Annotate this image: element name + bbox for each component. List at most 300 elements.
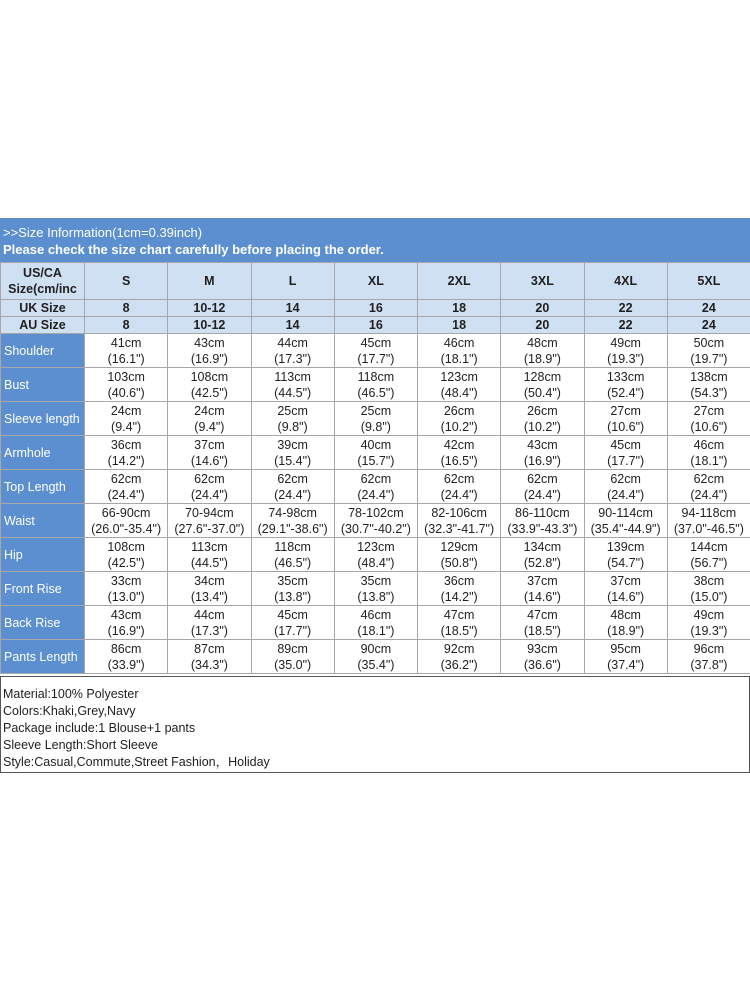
cm-value: 27cm xyxy=(693,403,725,418)
measurement-row xyxy=(1,640,750,674)
measurement-cell xyxy=(501,538,584,572)
measurement-row xyxy=(1,402,750,436)
inch-value: (35.4") xyxy=(357,657,395,672)
cm-value: 144cm xyxy=(690,539,728,554)
size-cell: S xyxy=(85,263,168,300)
measurement-label: Armhole xyxy=(1,436,85,470)
measurement-label: Top Length xyxy=(1,470,85,504)
measurement-cell xyxy=(251,368,334,402)
inch-value: (56.7") xyxy=(690,555,728,570)
inch-value: (17.7") xyxy=(357,351,395,366)
measurement-cell xyxy=(334,504,417,538)
inch-value: (17.3") xyxy=(190,623,228,638)
size-table-body xyxy=(1,263,750,674)
inch-value: (13.8") xyxy=(357,589,395,604)
note-style: Style:Casual,Commute,Street Fashion，Holiday xyxy=(3,755,270,769)
inch-value: (10.2") xyxy=(523,419,561,434)
cm-value: 36cm xyxy=(443,573,475,588)
measurement-cell xyxy=(584,572,667,606)
inch-value: (52.8") xyxy=(523,555,561,570)
measurement-cell xyxy=(418,572,501,606)
measurement-cell xyxy=(334,470,417,504)
measurement-cell xyxy=(501,402,584,436)
measurement-row xyxy=(1,504,750,538)
cm-value: 128cm xyxy=(523,369,562,384)
measurement-row xyxy=(1,538,750,572)
inch-value: (17.7") xyxy=(274,623,312,638)
inch-value: (46.5") xyxy=(274,555,312,570)
measurement-cell xyxy=(85,572,168,606)
cm-value: 62cm xyxy=(110,471,142,486)
inch-value: (24.4") xyxy=(523,487,561,502)
measurement-label: Waist xyxy=(1,504,85,538)
size-table xyxy=(0,262,750,674)
measurement-cell xyxy=(667,504,750,538)
inch-value: (16.9") xyxy=(107,623,145,638)
cm-value: 40cm xyxy=(360,437,392,452)
inch-value: (19.3") xyxy=(607,351,645,366)
cm-value: 37cm xyxy=(194,437,225,452)
cm-value: 113cm xyxy=(191,539,228,554)
cm-value: 139cm xyxy=(606,539,645,554)
inch-value: (33.9") xyxy=(107,657,145,672)
inch-value: (40.6") xyxy=(107,385,145,400)
cm-value: 123cm xyxy=(357,539,395,554)
measurement-cell xyxy=(418,504,501,538)
cm-value: 48cm xyxy=(610,607,641,622)
measurement-cell xyxy=(251,640,334,674)
inch-value: (10.6") xyxy=(690,419,728,434)
cm-value: 24cm xyxy=(110,403,142,418)
measurement-cell xyxy=(85,368,168,402)
measurement-cell xyxy=(168,436,251,470)
cm-value: 49cm xyxy=(610,335,641,350)
size-cell: 14 xyxy=(251,300,334,317)
cm-value: 33cm xyxy=(110,573,142,588)
inch-value: (18.1") xyxy=(440,351,478,366)
measurement-cell xyxy=(85,402,168,436)
size-cell: 16 xyxy=(334,317,417,334)
measurement-cell xyxy=(334,436,417,470)
size-cell: 3XL xyxy=(501,263,584,300)
cm-value: 50cm xyxy=(693,335,725,350)
cm-value: 62cm xyxy=(360,471,392,486)
inch-value: (16.9") xyxy=(190,351,228,366)
measurement-cell xyxy=(667,572,750,606)
cm-value: 41cm xyxy=(110,335,142,350)
cm-value: 134cm xyxy=(523,539,562,554)
inch-value: (10.2") xyxy=(440,419,478,434)
size-cell: L xyxy=(251,263,334,300)
measurement-label: Pants Length xyxy=(1,640,85,674)
inch-value: (36.6") xyxy=(523,657,561,672)
measurement-cell xyxy=(168,538,251,572)
cm-value: 70-94cm xyxy=(185,505,234,520)
inch-value: (35.0") xyxy=(274,657,312,672)
cm-value: 27cm xyxy=(610,403,641,418)
size-cell: M xyxy=(168,263,251,300)
measurement-cell xyxy=(168,334,251,368)
size-system-label: UK Size xyxy=(1,300,85,317)
product-notes xyxy=(0,676,750,773)
inch-value: (44.5") xyxy=(274,385,312,400)
measurement-cell xyxy=(418,436,501,470)
cm-value: 103cm xyxy=(107,369,145,384)
size-cell: 18 xyxy=(418,300,501,317)
cm-value: 92cm xyxy=(443,641,475,656)
inch-value: (9.8") xyxy=(360,419,391,434)
cm-value: 45cm xyxy=(360,335,392,350)
cm-value: 45cm xyxy=(610,437,641,452)
cm-value: 25cm xyxy=(277,403,308,418)
measurement-cell xyxy=(168,572,251,606)
cm-value: 113cm xyxy=(274,369,311,384)
cm-value: 90-114cm xyxy=(598,505,653,520)
size-cell: 5XL xyxy=(667,263,750,300)
size-cell: 20 xyxy=(501,317,584,334)
measurement-cell xyxy=(584,606,667,640)
inch-value: (42.5") xyxy=(107,555,145,570)
cm-value: 47cm xyxy=(527,607,558,622)
note-package: Package include:1 Blouse+1 pants xyxy=(3,721,196,735)
cm-value: 89cm xyxy=(277,641,308,656)
inch-value: (54.3") xyxy=(690,385,728,400)
measurement-label: Back Rise xyxy=(1,606,85,640)
inch-value: (34.3") xyxy=(190,657,228,672)
inch-value: (13.4") xyxy=(190,589,228,604)
size-cell: 16 xyxy=(334,300,417,317)
measurement-cell xyxy=(334,572,417,606)
measurement-row xyxy=(1,436,750,470)
inch-value: (18.9") xyxy=(523,351,561,366)
measurement-cell xyxy=(584,538,667,572)
cm-value: 37cm xyxy=(527,573,558,588)
cm-value: 118cm xyxy=(357,369,395,384)
measurement-label: Bust xyxy=(1,368,85,402)
size-cell: 4XL xyxy=(584,263,667,300)
inch-value: (36.2") xyxy=(440,657,478,672)
inch-value: (15.4") xyxy=(274,453,312,468)
measurement-cell xyxy=(334,538,417,572)
inch-value: (14.2") xyxy=(440,589,478,604)
cm-value: 94-118cm xyxy=(681,505,737,520)
inch-value: (42.5") xyxy=(190,385,228,400)
cm-value: 46cm xyxy=(360,607,392,622)
inch-value: (9.4") xyxy=(194,419,225,434)
size-cell: 14 xyxy=(251,317,334,334)
us-ca-size-row xyxy=(1,263,750,300)
cm-value: 82-106cm xyxy=(431,505,487,520)
measurement-cell xyxy=(85,334,168,368)
size-cell: 24 xyxy=(667,300,750,317)
size-cell: 18 xyxy=(418,317,501,334)
size-cell: 2XL xyxy=(418,263,501,300)
measurement-cell xyxy=(501,470,584,504)
inch-value: (52.4") xyxy=(607,385,645,400)
measurement-cell xyxy=(667,640,750,674)
measurement-cell xyxy=(85,640,168,674)
measurement-cell xyxy=(334,368,417,402)
inch-value: (26.0"-35.4") xyxy=(91,521,162,536)
note-colors: Colors:Khaki,Grey,Navy xyxy=(3,704,136,718)
measurement-cell xyxy=(584,470,667,504)
size-cell: 10-12 xyxy=(168,317,251,334)
measurement-cell xyxy=(418,402,501,436)
measurement-cell xyxy=(584,640,667,674)
cm-value: 44cm xyxy=(194,607,225,622)
cm-value: 123cm xyxy=(440,369,478,384)
measurement-cell xyxy=(667,436,750,470)
inch-value: (15.7") xyxy=(357,453,395,468)
measurement-cell xyxy=(501,436,584,470)
measurement-cell xyxy=(85,504,168,538)
cm-value: 35cm xyxy=(360,573,392,588)
cm-value: 46cm xyxy=(693,437,725,452)
cm-value: 86-110cm xyxy=(515,505,570,520)
measurement-cell xyxy=(667,470,750,504)
measurement-cell xyxy=(501,572,584,606)
inch-value: (13.8") xyxy=(274,589,312,604)
uk-size-row xyxy=(1,300,750,317)
measurement-cell xyxy=(85,470,168,504)
cm-value: 96cm xyxy=(693,641,725,656)
inch-value: (37.0"-46.5") xyxy=(673,521,744,536)
measurement-cell xyxy=(667,368,750,402)
measurement-cell xyxy=(334,606,417,640)
measurement-cell xyxy=(667,402,750,436)
cm-value: 49cm xyxy=(693,607,725,622)
cm-value: 43cm xyxy=(527,437,558,452)
measurement-cell xyxy=(251,504,334,538)
inch-value: (44.5") xyxy=(190,555,228,570)
inch-value: (24.4") xyxy=(107,487,145,502)
measurement-cell xyxy=(334,402,417,436)
cm-value: 36cm xyxy=(110,437,142,452)
measurement-row xyxy=(1,470,750,504)
inch-value: (54.7") xyxy=(607,555,645,570)
measurement-cell xyxy=(251,470,334,504)
measurement-cell xyxy=(85,538,168,572)
banner-instruction-line: Please check the size chart carefully before placing the order. xyxy=(3,242,384,257)
cm-value: 133cm xyxy=(606,369,645,384)
inch-value: (29.1"-38.6") xyxy=(257,521,328,536)
note-material: Material:100% Polyester xyxy=(3,687,139,701)
inch-value: (10.6") xyxy=(607,419,645,434)
measurement-label: Sleeve length xyxy=(1,402,85,436)
inch-value: (14.6") xyxy=(607,589,645,604)
inch-value: (50.4") xyxy=(523,385,561,400)
inch-value: (16.9") xyxy=(523,453,561,468)
measurement-cell xyxy=(418,640,501,674)
measurement-cell xyxy=(584,334,667,368)
measurement-cell xyxy=(584,436,667,470)
measurement-cell xyxy=(501,640,584,674)
inch-value: (27.6"-37.0") xyxy=(174,521,245,536)
measurement-cell xyxy=(251,606,334,640)
cm-value: 62cm xyxy=(693,471,725,486)
measurement-cell xyxy=(251,572,334,606)
size-info-banner xyxy=(0,218,750,262)
cm-value: 62cm xyxy=(610,471,641,486)
measurement-label: Shoulder xyxy=(1,334,85,368)
inch-value: (18.9") xyxy=(607,623,645,638)
cm-value: 86cm xyxy=(110,641,142,656)
inch-value: (37.8") xyxy=(690,657,728,672)
cm-value: 37cm xyxy=(610,573,641,588)
cm-value: 95cm xyxy=(610,641,641,656)
size-cell: 24 xyxy=(667,317,750,334)
cm-value: 62cm xyxy=(527,471,558,486)
inch-value: (19.7") xyxy=(690,351,728,366)
inch-value: (24.4") xyxy=(690,487,728,502)
inch-value: (17.7") xyxy=(607,453,645,468)
cm-value: 26cm xyxy=(443,403,475,418)
inch-value: (13.0") xyxy=(107,589,145,604)
measurement-cell xyxy=(584,504,667,538)
measurement-cell xyxy=(251,538,334,572)
size-chart xyxy=(0,218,750,773)
cm-value: 129cm xyxy=(440,539,478,554)
size-system-label: AU Size xyxy=(1,317,85,334)
size-cell: XL xyxy=(334,263,417,300)
size-system-label: US/CA Size(cm/inc xyxy=(1,263,85,300)
measurement-cell xyxy=(667,538,750,572)
inch-value: (18.1") xyxy=(690,453,728,468)
cm-value: 43cm xyxy=(194,335,225,350)
measurement-row xyxy=(1,606,750,640)
cm-value: 26cm xyxy=(527,403,558,418)
measurement-cell xyxy=(251,402,334,436)
measurement-cell xyxy=(334,640,417,674)
cm-value: 43cm xyxy=(110,607,142,622)
measurement-cell xyxy=(85,606,168,640)
measurement-row xyxy=(1,368,750,402)
inch-value: (37.4") xyxy=(607,657,645,672)
cm-value: 24cm xyxy=(194,403,225,418)
cm-value: 78-102cm xyxy=(348,505,404,520)
cm-value: 62cm xyxy=(277,471,308,486)
size-cell: 20 xyxy=(501,300,584,317)
cm-value: 108cm xyxy=(190,369,229,384)
cm-value: 62cm xyxy=(194,471,225,486)
measurement-label: Hip xyxy=(1,538,85,572)
inch-value: (14.6") xyxy=(523,589,561,604)
measurement-cell xyxy=(418,368,501,402)
cm-value: 87cm xyxy=(194,641,225,656)
inch-value: (18.1") xyxy=(357,623,395,638)
inch-value: (14.2") xyxy=(107,453,145,468)
inch-value: (30.7"-40.2") xyxy=(340,521,411,536)
measurement-cell xyxy=(418,470,501,504)
measurement-cell xyxy=(667,334,750,368)
size-cell: 8 xyxy=(85,300,168,317)
cm-value: 38cm xyxy=(693,573,725,588)
cm-value: 44cm xyxy=(277,335,308,350)
inch-value: (17.3") xyxy=(274,351,312,366)
size-cell: 22 xyxy=(584,317,667,334)
cm-value: 34cm xyxy=(194,573,225,588)
cm-value: 93cm xyxy=(527,641,558,656)
cm-value: 108cm xyxy=(107,539,145,554)
banner-conversion-line: >>Size Information(1cm=0.39inch) xyxy=(3,225,203,240)
cm-value: 45cm xyxy=(277,607,308,622)
inch-value: (14.6") xyxy=(190,453,228,468)
cm-value: 62cm xyxy=(443,471,475,486)
inch-value: (19.3") xyxy=(690,623,728,638)
cm-value: 66-90cm xyxy=(101,505,151,520)
cm-value: 42cm xyxy=(443,437,475,452)
measurement-row xyxy=(1,334,750,368)
measurement-cell xyxy=(584,368,667,402)
size-cell: 10-12 xyxy=(168,300,251,317)
inch-value: (50.8") xyxy=(440,555,478,570)
cm-value: 35cm xyxy=(277,573,308,588)
measurement-cell xyxy=(168,504,251,538)
note-sleeve-length: Sleeve Length:Short Sleeve xyxy=(3,738,158,752)
inch-value: (24.4") xyxy=(440,487,478,502)
inch-value: (16.1") xyxy=(107,351,145,366)
au-size-row xyxy=(1,317,750,334)
measurement-cell xyxy=(251,334,334,368)
inch-value: (15.0") xyxy=(690,589,728,604)
inch-value: (24.4") xyxy=(357,487,395,502)
inch-value: (48.4") xyxy=(440,385,478,400)
inch-value: (46.5") xyxy=(357,385,395,400)
measurement-cell xyxy=(251,436,334,470)
inch-value: (24.4") xyxy=(607,487,645,502)
cm-value: 25cm xyxy=(360,403,392,418)
cm-value: 118cm xyxy=(274,539,311,554)
measurement-cell xyxy=(501,368,584,402)
cm-value: 138cm xyxy=(690,369,728,384)
measurement-cell xyxy=(418,606,501,640)
measurement-label: Front Rise xyxy=(1,572,85,606)
inch-value: (24.4") xyxy=(190,487,228,502)
measurement-cell xyxy=(85,436,168,470)
measurement-cell xyxy=(168,606,251,640)
inch-value: (24.4") xyxy=(274,487,312,502)
inch-value: (9.4") xyxy=(111,419,142,434)
size-cell: 8 xyxy=(85,317,168,334)
measurement-row xyxy=(1,572,750,606)
inch-value: (16.5") xyxy=(440,453,478,468)
measurement-cell xyxy=(168,470,251,504)
measurement-cell xyxy=(584,402,667,436)
measurement-cell xyxy=(501,606,584,640)
inch-value: (32.3"-41.7") xyxy=(424,521,495,536)
cm-value: 90cm xyxy=(360,641,392,656)
measurement-cell xyxy=(667,606,750,640)
cm-value: 48cm xyxy=(527,335,558,350)
cm-value: 47cm xyxy=(443,607,475,622)
measurement-cell xyxy=(168,402,251,436)
inch-value: (18.5") xyxy=(440,623,478,638)
inch-value: (35.4"-44.9") xyxy=(590,521,661,536)
inch-value: (33.9"-43.3") xyxy=(507,521,578,536)
inch-value: (18.5") xyxy=(523,623,561,638)
size-cell: 22 xyxy=(584,300,667,317)
measurement-cell xyxy=(168,368,251,402)
inch-value: (48.4") xyxy=(357,555,395,570)
inch-value: (9.8") xyxy=(277,419,308,434)
measurement-cell xyxy=(418,538,501,572)
cm-value: 46cm xyxy=(443,335,475,350)
measurement-cell xyxy=(501,334,584,368)
cm-value: 39cm xyxy=(277,437,308,452)
measurement-cell xyxy=(334,334,417,368)
cm-value: 74-98cm xyxy=(268,505,317,520)
measurement-cell xyxy=(501,504,584,538)
